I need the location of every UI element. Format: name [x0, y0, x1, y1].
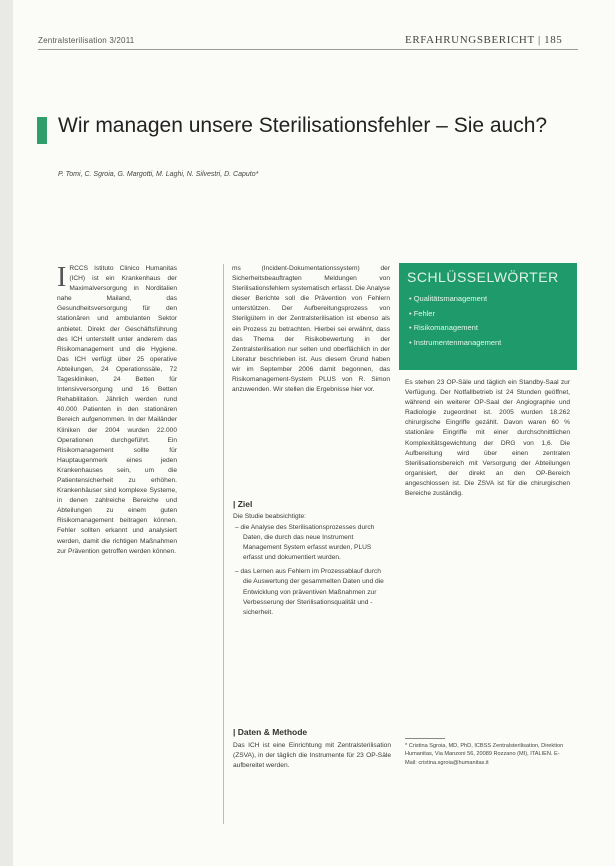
body-text-col2: ms (Incident-Dokumentationssystem) der Sicherheitsbeauftragten Meldungen von Sterilisationsfehlern systematisch erfasst. Die Analyse dieser Berichte soll die Prävention von Fehlern unterstützen. Der Aufbereitungsprozess von Sterilgütern in der Zentralsterilisation ist ebenso als ein Prozess zu betrachten. Hierbei sei erwähnt, dass das Thema der Risikobewertung in der Zentralsterilisation nur selten und oberflächlich in der Literatur beschrieben ist. Aus diesem Grund haben wir im September 2006 damit begonnen, das Risikomanagement-System PLUS von R. Simon anzuwenden. Wir stellen die Ergebnisse hier vor. — [232, 265, 390, 394]
section-heading-methode: | Daten & Methode — [233, 727, 308, 737]
keyword-item: • Qualitätsmanagement — [409, 294, 488, 303]
column-divider — [223, 264, 224, 824]
header-rule — [38, 49, 578, 50]
article-authors: P. Tomi, C. Sgroia, G. Margotti, M. Laghi, N. Silvestri, D. Caputo* — [58, 171, 259, 178]
body-column-3 — [405, 378, 570, 728]
article-title: Wir managen unsere Sterilisationsfehler – Sie auch? — [58, 114, 548, 137]
title-accent-bar — [37, 117, 47, 144]
section-heading-ziel: | Ziel — [233, 499, 253, 509]
footnote-rule — [405, 738, 445, 739]
body-text-col3: Es stehen 23 OP-Säle und täglich ein Standby-Saal zur Verfügung. Der Notfallbetrieb ist 24 Stunden geöffnet, während ein weiterer OP-Saal der Angiographie und Radiologie zugeordnet ist. 2005 wurden 18.262 chirurgische Eingriffe gezählt. Davon waren 60 % stationäre Eingriffe mit einer durchschnittlichen Komplexitätsgewichtung der DRG von 1,6. Die Aufbereitung wird über einen zentralen Sterilisationsbereich mit Versorgung der Abteilungen organisiert, der direkt an den OP-Bereich angeschlossen ist. Die ZSVA ist für die chirurgischen Bereiche zuständig. — [405, 379, 570, 498]
keyword-item: • Fehler — [409, 308, 435, 318]
page-edge — [0, 0, 13, 866]
ziel-intro: Die Studie beabsichtigte: — [233, 513, 306, 520]
list-item: – das Lernen aus Fehlern im Prozessablauf durch die Auswertung der gesammelten Daten und die Entwicklung von präventiven Maßnahmen zur Verbesserung der Sterilisationsqualität und -sicherheit. — [235, 568, 384, 616]
body-column-1 — [57, 264, 177, 784]
list-item: – die Analyse des Sterilisationsprozesses durch Daten, die durch das neue Instrument Management System erfasst wurden, PLUS erfasst und dokumentiert wurden. — [235, 524, 375, 562]
keywords-list — [409, 292, 501, 350]
drop-cap: I — [57, 264, 67, 293]
body-text-col1: RCCS Istituto Clinico Humanitas (ICH) ist ein Krankenhaus der Maximalversorgung in Norditalien nahe Mailand, das Gesundheitsversorgung für den stationären und ambulanten Sektor anbietet. Direkt der Geschäftsführung des ICH unterstellt unter anderem das Risikomanagement und die Hygiene. Das ICH verfügt über 25 operative Abteilungen, 24 Operationssäle, 72 Tageskliniken, 24 Betten für Intensivversorgung und 16 Betten Rehabilitation. Jährlich werden rund 40.000 Patienten in den stationären Bereich aufgenommen. In der Mailänder Kliniken der 2004 wurden 22.000 Operationen durchgeführt. Ein Risikomanagement sollte für Hauptaugenmerk eines jeden Krankenhauses sein, um die Patientensicherheit zu erhöhen. Krankenhäuser sind komplexe Systeme, in denen zahlreiche Bereiche und Abteilungen zu einem guten Risikomanagement beitragen können. Fehler sollten erkannt und analysiert werden, damit die richtigen Maßnahmen zur Prävention getroffen werden können. — [57, 265, 177, 555]
author-footnote: * Cristina Sgroia, MD, PhD, ICBSS Zentralsterilisation, Direktion Humanitas, Via Manzoni 56, 20089 Rozzano (MI), ITALIEN. E-Mail: cristina.sgroia@humanitas.it — [405, 743, 564, 766]
keyword-item: • Instrumentenmanagement — [409, 337, 502, 347]
section-label: ERFAHRUNGSBERICHT | 185 — [405, 34, 563, 46]
journal-issue: Zentralsterilisation 3/2011 — [38, 36, 135, 45]
keyword-item: • Risikomanagement — [409, 323, 478, 332]
methode-text: Das ICH ist eine Einrichtung mit Zentralsterilisation (ZSVA), in der täglich die Instrumente für 23 OP-Säle aufbereitet werden. — [233, 742, 391, 770]
keywords-box — [399, 263, 577, 370]
ziel-list — [233, 523, 391, 622]
keywords-title: SCHLÜSSELWÖRTER — [407, 269, 559, 285]
body-column-2 — [232, 264, 390, 486]
